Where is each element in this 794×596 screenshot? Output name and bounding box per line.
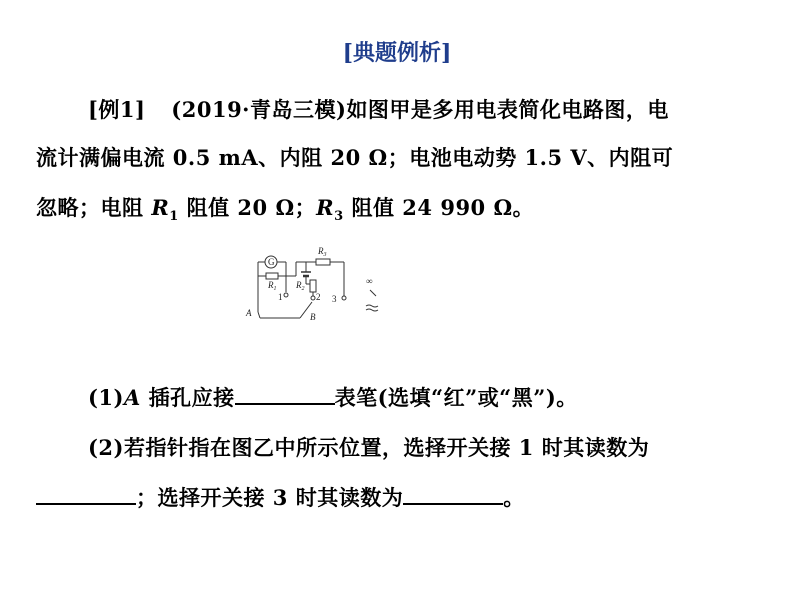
r1-subscript: 1 bbox=[169, 209, 179, 225]
dial-infinity: ∞ bbox=[366, 276, 373, 286]
text-segment: 忽略；电阻 bbox=[36, 195, 152, 220]
resistor-r2-icon bbox=[310, 280, 316, 292]
terminal-3-icon bbox=[342, 296, 346, 300]
q2-mid: ；选择开关接 3 时其读数为 bbox=[136, 485, 404, 510]
section-title: [典题例析] bbox=[342, 40, 452, 66]
circuit-label-2: 2 bbox=[316, 292, 321, 302]
q1-text: 插孔应接 bbox=[140, 385, 235, 410]
approx-icon bbox=[366, 305, 378, 307]
circuit-label-g: G bbox=[268, 257, 275, 267]
question-2-cont bbox=[36, 482, 525, 512]
example-text-1: 如图甲是多用电表简化电路图，电 bbox=[346, 97, 669, 122]
circuit-diagram bbox=[238, 238, 388, 328]
text-segment: 阻值 20 Ω； bbox=[178, 195, 317, 220]
resistor-r1-icon bbox=[266, 273, 278, 279]
circuit-label-1: 1 bbox=[278, 292, 283, 302]
circuit-label-r3: $R_3$ bbox=[318, 246, 327, 258]
example-label: [例1] bbox=[88, 97, 146, 122]
circuit-label-r1: $R_1$ bbox=[268, 280, 277, 292]
example-source: (2019·青岛三模) bbox=[171, 97, 347, 122]
circuit-label-r2: $R_2$ bbox=[296, 280, 305, 292]
dial-needle-icon bbox=[370, 290, 376, 296]
example-line-2: 流计满偏电流 0.5 mA、内阻 20 Ω；电池电动势 1.5 V、内阻可 bbox=[36, 145, 674, 170]
circuit-label-b: B bbox=[310, 312, 316, 322]
example-line-1 bbox=[88, 94, 669, 124]
terminal-2-icon bbox=[311, 296, 315, 300]
q1-answer-blank[interactable] bbox=[235, 385, 335, 405]
circuit-label-a: A bbox=[246, 308, 252, 318]
question-1 bbox=[88, 382, 578, 412]
q2-answer-blank-1[interactable] bbox=[36, 485, 136, 505]
r3-symbol: R bbox=[316, 195, 335, 220]
q1-socket: A bbox=[123, 385, 141, 410]
circuit-label-3: 3 bbox=[332, 294, 337, 304]
terminal-1-icon bbox=[284, 293, 288, 297]
q1-number: (1) bbox=[88, 385, 124, 410]
r3-subscript: 3 bbox=[334, 209, 344, 225]
example-line-3 bbox=[36, 192, 534, 224]
wire bbox=[258, 312, 260, 318]
q2-answer-blank-2[interactable] bbox=[403, 485, 503, 505]
question-2: (2)若指针指在图乙中所示位置，选择开关接 1 时其读数为 bbox=[88, 435, 650, 460]
r1-symbol: R bbox=[151, 195, 170, 220]
approx-icon bbox=[366, 309, 378, 311]
resistor-r3-icon bbox=[316, 259, 330, 265]
text-segment: 阻值 24 990 Ω。 bbox=[343, 195, 535, 220]
q1-tail: 表笔(选填“红”或“黑”)。 bbox=[334, 385, 578, 410]
q2-end: 。 bbox=[503, 485, 525, 510]
